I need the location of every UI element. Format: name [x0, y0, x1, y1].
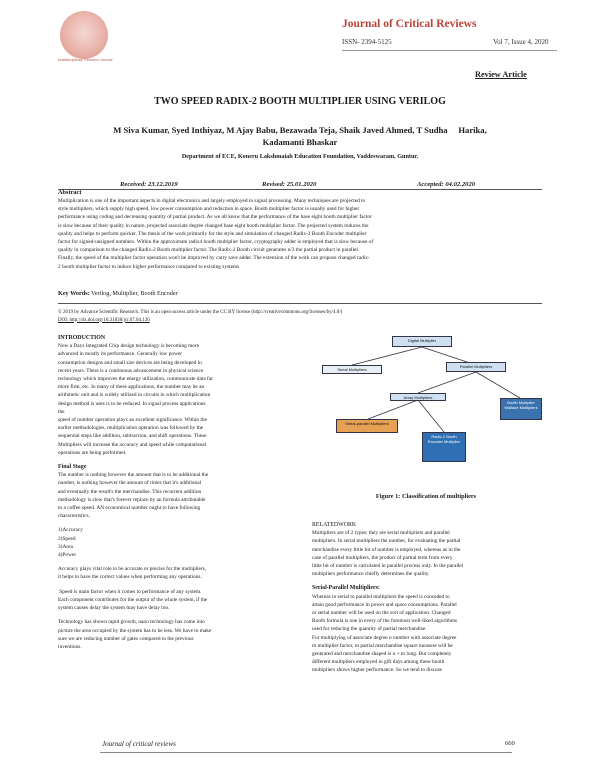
node-serial-parallel-multipliers: Serial-parallel Multipliers [336, 419, 398, 433]
accepted-date: Accepted: 04.02.2020 [417, 181, 476, 188]
intro-line: consumption designs and small size devices are being developed in [58, 359, 202, 366]
sp-line: generated and merchandise shaped is n + m long. But completely [312, 651, 452, 658]
intro-line: technology which improves the energy utilization, communicate data far [58, 376, 213, 383]
keywords-text: Verilog, Multiplier, Booth Encoder [89, 290, 178, 297]
keywords-label: Key Words: [58, 290, 90, 297]
accuracy-line: Accuracy plays vital role to be accurate or precise for the multipliers, [58, 566, 207, 573]
intro-line: speed of number operation plays an excellent significance. Within the [58, 417, 207, 424]
final-line: number, is nothing however the amount of times that it's additional [58, 480, 202, 487]
related-line: Multipliers are of 2 types; they are serial multipliers and parallel [312, 530, 450, 537]
classification-diagram [310, 334, 542, 484]
final-stage-heading: Final Stage [58, 464, 87, 471]
intro-line: operations are being performed. [58, 449, 127, 456]
related-line: multipliers performance chiefly determines the quality. [312, 571, 430, 578]
intro-line: arithmetic unit and is widely utilized in circuits in which multiplication [58, 392, 211, 399]
related-work-heading: RELATEDWORK [312, 522, 357, 528]
intro-line: sequential steps like addition, subtraction, and shift operations. These [58, 433, 207, 440]
intro-line: design method is uses is to be reduced. In signal process applications [58, 400, 206, 407]
abstract-line: performance using coding and decreasing quantity of partial product. As we all know that the performance of the base eight booth multiplier factor [58, 214, 372, 221]
sp-line: or serial number will be used on the sort of application. Changed [312, 610, 451, 617]
related-line: case of parallel multipliers, the product of partial term from every [312, 554, 453, 561]
node-radix2-booth-encoder: Radix-2 Booth Encoder Multiplier [422, 432, 466, 462]
sp-line: attain good performance in power and space consumptions. Parallel [312, 601, 457, 608]
intro-line: more firm, etc. In many of these applications, the number may be an [58, 384, 205, 391]
abstract-line: Multiplication is one of the important aspects in digital electronics and largely employed in signal processing. Many techniques are projected to [58, 198, 366, 204]
abstract-line: 2 booth multiplier factor to induce higher performance compared to existing systems [58, 263, 240, 270]
final-line: and eventually the result's the merchandise. This recurrent addition [58, 488, 202, 495]
final-line: characteristics. [58, 513, 90, 520]
list-item: 3)Area [58, 543, 73, 550]
final-line: to a coffee speed. AN economical number ought to have following [58, 505, 201, 512]
related-line: little bit of number is calculated in parallel process only. In the parallel [312, 563, 464, 570]
issn: ISSN- 2394-5125 [342, 38, 392, 46]
node-parallel-multipliers: Parallel Multipliers [446, 362, 506, 372]
logo-caption: Multidisciplinary Research Journal [57, 58, 113, 62]
related-line: merchandise every little bit of number is employed, whereas as in the [312, 546, 461, 553]
abstract-line: style multipliers, which supply high speed, low power consumption and reduction in space. Booth multiplier factor is usually used for higher [58, 206, 360, 213]
booth-label: Booth Multiplier [507, 400, 535, 405]
abstract-line: quality in comparison to the changed Radix-2 Booth multiplier factor. The Radix-2 Booth circuit generates n/3 the partial product in parallel. [58, 247, 360, 254]
abstract-line: is slow because of their quality in nature, projected associate degree changed base eight booth multiplier factor. The projected system reduces the [58, 222, 369, 229]
connector-parallel-booth [476, 372, 520, 398]
related-line: multipliers. In serial multipliers the number, for evaluating the partial [312, 538, 461, 545]
left-column [58, 334, 294, 651]
header-rule [342, 50, 557, 51]
intro-line: recent years. There is a continuous advancement in physical science [58, 367, 204, 374]
wallace-label: Wallace Multipliers [504, 405, 538, 410]
serial-parallel-heading: Serial-Parallel Multipliers: [312, 585, 380, 592]
volume-issue: Vol 7, Issue 4, 2020 [493, 38, 549, 46]
accuracy-line: it helps to have the correct values when performing any operations. [58, 574, 202, 581]
tech-line: Technology has shown rapid growth, nano technology has come into [58, 619, 205, 626]
node-booth-multiplier [500, 398, 542, 420]
article-type: Review Article [475, 70, 527, 79]
journal-name: Journal of Critical Reviews [342, 18, 477, 30]
page-number: 660 [505, 740, 515, 747]
intro-line: Now a Days Integrated Chip design technology is becoming more [58, 343, 200, 350]
sp-line: different multipliers employed in gift days among these booth [312, 659, 445, 666]
right-column [312, 521, 542, 675]
intro-line: Multipliers will increase the accuracy and speed while computational [58, 441, 207, 448]
speed-line: Speed is main factor when it comes to performance of any system. [58, 588, 202, 595]
tech-line: sure we are reducing number of gates compared to the previous [58, 635, 194, 642]
keywords-rule [58, 303, 542, 304]
footer-journal: Journal of critical reviews [102, 740, 176, 748]
speed-line: Each component contributes for the output of the whole system, if the [58, 596, 208, 603]
doi-link[interactable]: DOI: http://dx.doi.org/10.31838/jcr.07.04.126 [58, 317, 150, 323]
figure-caption: Figure 1: Classification of multipliers [375, 493, 477, 500]
sp-line: For multiplying of associate degree n number with associate degree [312, 634, 457, 641]
connector-array-radix [418, 400, 444, 432]
tech-line: picture the area occupied by the system has to be less. We have to make [58, 627, 212, 634]
authors [80, 124, 520, 148]
intro-line: advanced in mostly its performance. Generally low power [58, 351, 183, 358]
list-item: 1)Accuracy [58, 527, 83, 534]
paper-title: TWO SPEED RADIX-2 BOOTH MULTIPLIER USING VERILOG [154, 96, 446, 107]
license [58, 309, 542, 324]
speed-line: system causes delay the system may have delay too. [58, 605, 170, 612]
dates-rule [58, 189, 542, 190]
final-line: The number is nothing however the amount that is to be additional the [58, 472, 209, 479]
list-item: 2)Speed [58, 535, 76, 542]
node-digital-multiplier: Digital Multiplier [392, 336, 452, 347]
sp-line: Booth formula is one in every of the foremost well-liked algorithms [312, 618, 458, 625]
license-text: © 2019 by Advance Scientific Research. This is an open-access article under the CC BY license (http://creativecommons.org/licenses/by/4.0/) [58, 310, 343, 315]
abstract-line: factor for signed-unsigned numbers. Within the approximate radix4 booth multiplier factor, cryptography adder is employed that is slow because of [58, 239, 374, 246]
connector-root-serial [352, 347, 422, 365]
sp-line: used for reducing the quantity of partial merchandise. [312, 626, 427, 633]
journal-logo [60, 11, 108, 59]
intro-line: the [58, 408, 65, 415]
final-line: methodology is slow that's forever replace by an formula attributable [58, 496, 206, 503]
sp-line: multipliers shows higher performance. So we tend to discuss [312, 667, 442, 674]
sp-line: Whereas in serial to parallel multipliers the speed is conceded to [312, 593, 450, 600]
authors-line-2: Kadamanti Bhaskar [262, 137, 338, 147]
keywords [58, 290, 178, 297]
footer-rule [100, 752, 512, 753]
connector-array-serialparallel [368, 400, 418, 419]
tech-line: inventions. [58, 643, 82, 650]
connector-parallel-array [418, 372, 476, 393]
abstract-heading: Abstract [58, 189, 82, 196]
affiliation: Department of ECE, Koneru Lakshmaiah Education Foundation, Vaddeswaram, Guntur. [181, 153, 419, 160]
intro-heading: INTRODUCTION [58, 335, 106, 341]
abstract-line: Finally, the speed of the multiplier factor operation won't be improved by carry save adder. The extension of the work can propose changed radix- [58, 255, 370, 262]
received-date: Received: 23.12.2019 [120, 181, 178, 188]
intro-line: earlier methodologies, multiplication operation was followed by the [58, 425, 204, 432]
list-item: 4)Power [58, 552, 77, 559]
revised-date: Revised: 25.01.2020 [262, 181, 317, 188]
node-serial-multipliers: Serial Multipliers [322, 365, 382, 374]
sp-line: m multiplier factor, m partial merchandise square measure will be [312, 642, 453, 649]
node-array-multipliers: Array Multipliers [390, 393, 446, 401]
abstract-body [58, 197, 542, 271]
abstract-line: quality and helps to perform quicker. The thesis of the work primarily for the style and simulation of changed Radix-2 Booth Encoder multiplier [58, 230, 367, 237]
authors-line-1: M Siva Kumar, Syed Inthiyaz, M Ajay Babu, Bezawada Teja, Shaik Javed Ahmed, T Sudha Harika, [113, 125, 487, 135]
